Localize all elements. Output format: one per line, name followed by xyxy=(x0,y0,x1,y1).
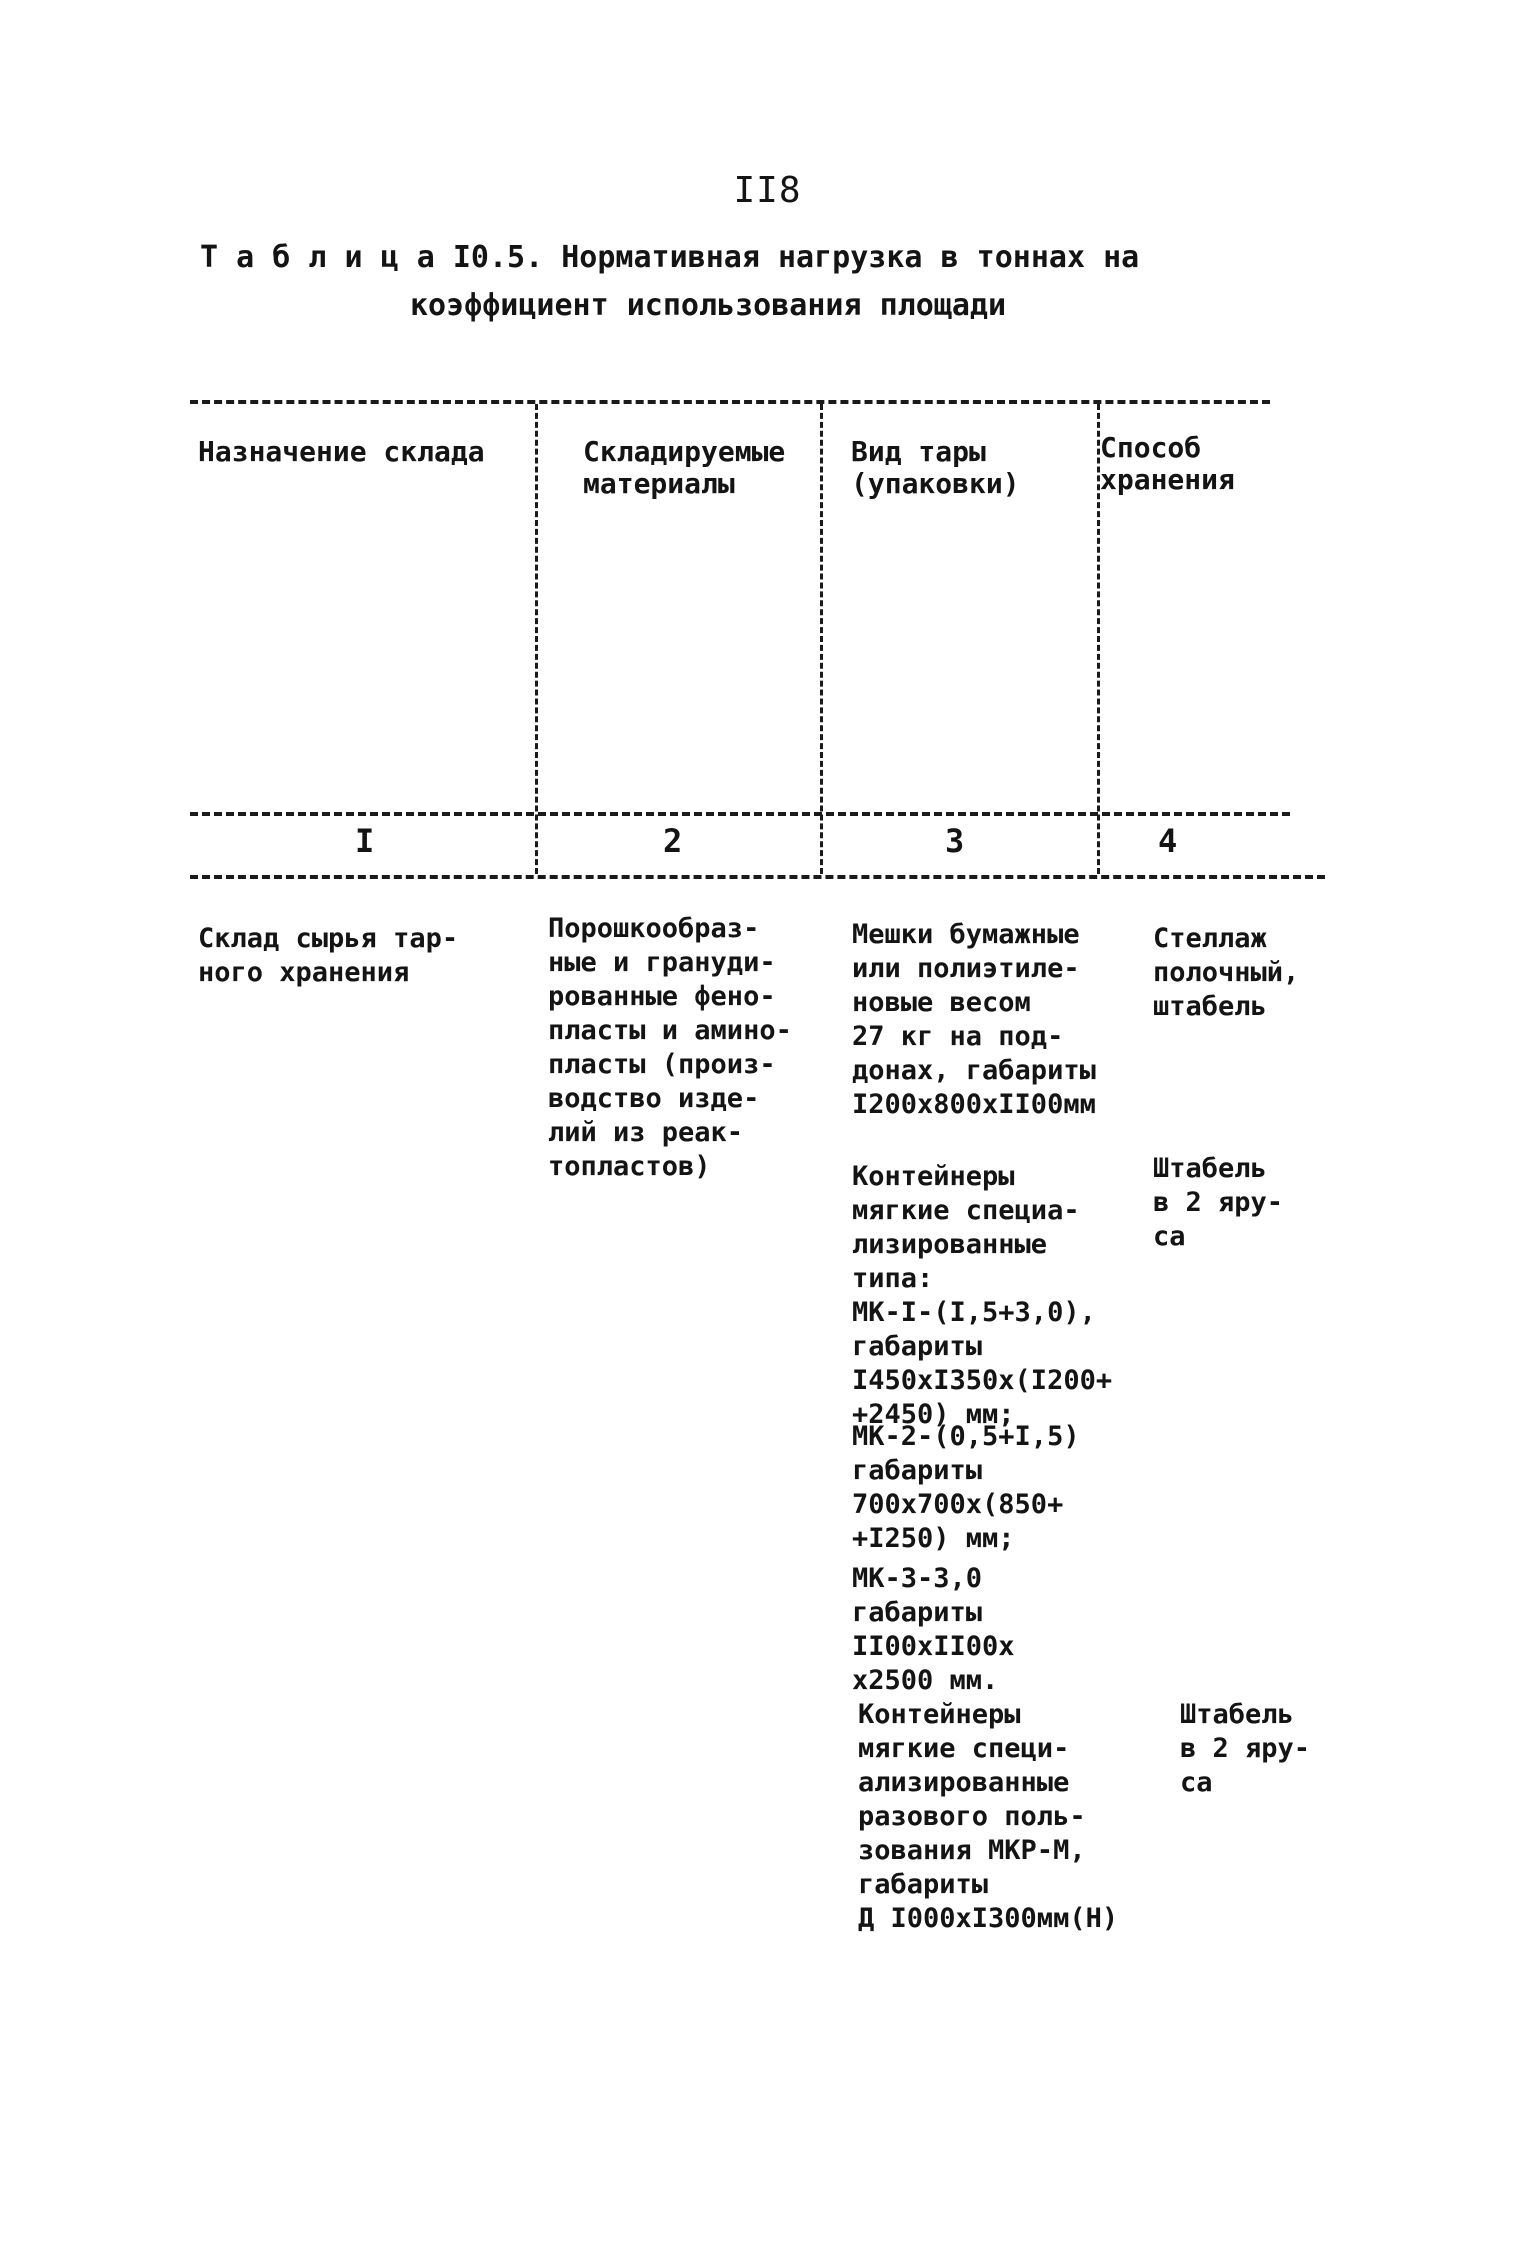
table-caption-line-2: коэффициент использования площади xyxy=(410,288,1007,323)
page-number: II8 xyxy=(733,170,802,211)
column-number-2: 2 xyxy=(663,822,683,860)
column-divider-2 xyxy=(820,404,823,874)
column-number-3: 3 xyxy=(945,822,965,860)
cell-storage-5: Штабель в 2 яру- са xyxy=(1180,1699,1311,1798)
table-caption-line-1: Т а б л и ц а I0.5. Нормативная нагрузка в тоннах на xyxy=(200,240,1140,275)
column-number-1: I xyxy=(355,822,375,860)
column-numbers-bottom-rule xyxy=(190,875,1325,879)
header-purpose: Назначение склада xyxy=(198,435,485,468)
column-divider-1 xyxy=(535,404,538,874)
cell-storage-2: Штабель в 2 яру- са xyxy=(1153,1153,1284,1252)
header-packaging: Вид тары (упаковки) xyxy=(851,435,1020,500)
header-bottom-rule xyxy=(190,812,1290,816)
cell-packaging-2: Контейнеры мягкие специа- лизированные типа: МК-I-(I,5+3,0), габариты I450xI350x(I200+ +2450) мм; xyxy=(852,1161,1113,1430)
cell-packaging-4: МК-3-3,0 габариты II00xII00x x2500 мм. xyxy=(852,1563,1015,1696)
cell-packaging-3: МК-2-(0,5+I,5) габариты 700x700x(850+ +I250) мм; xyxy=(852,1421,1080,1554)
cell-materials: Порошкообраз- ные и грануди- рованные фено- пласты и амино- пласты (произ- водство изде- лий из реак- топластов) xyxy=(548,913,792,1182)
header-storage: Способ хранения xyxy=(1100,431,1235,496)
cell-purpose: Склад сырья тар- ного хранения xyxy=(198,923,459,988)
cell-packaging-1: Мешки бумажные или полиэтиле- новые весом 27 кг на под- донах, габариты I200x800xII00мм xyxy=(852,919,1096,1120)
header-materials: Складируемые материалы xyxy=(583,435,786,500)
table-top-rule xyxy=(190,400,1270,404)
cell-packaging-5: Контейнеры мягкие специ- ализированные разового поль- зования МКР-М, габариты Д I000xI300мм(Н) xyxy=(858,1699,1119,1934)
column-number-4: 4 xyxy=(1158,822,1178,860)
cell-storage-1: Стеллаж полочный, штабель xyxy=(1153,923,1300,1022)
